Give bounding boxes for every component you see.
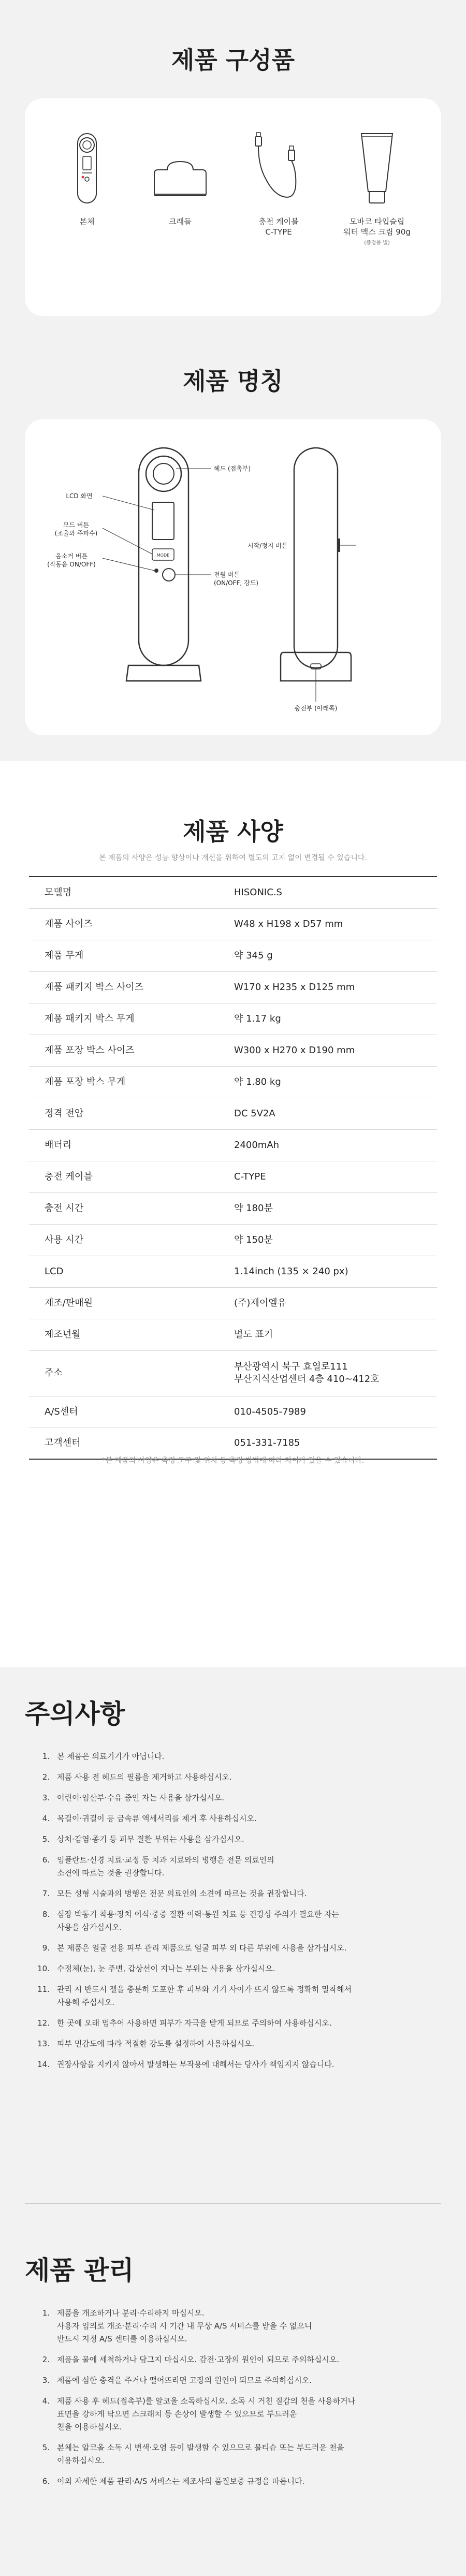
spec-row [29,908,437,940]
device-body-icon [66,129,108,207]
spec-row [29,1192,437,1224]
list-number: 13. [37,2039,50,2048]
cautions-section [0,1667,466,2229]
list-text: 한 곳에 오래 멈추어 사용하면 피부가 자극을 받게 되므로 주의하여 사용하십시오. [57,2018,332,2028]
list-text: 수정체(눈), 눈 주변, 갑상선이 지나는 부위는 사용을 삼가십시오. [57,1964,275,1973]
list-item [31,1983,425,2009]
spec-row [29,1224,437,1256]
spec-row [29,1035,437,1066]
component-cradle [134,129,227,227]
spec-value: 약 345 g [215,940,437,971]
list-item [31,1942,425,1955]
component-sub: (증정용 별) [364,240,390,246]
list-text: 이외 자세한 제품 관리·A/S 서비스는 제조사의 품질보증 규정을 따릅니다. [57,2477,305,2486]
spec-row [29,971,437,1003]
list-item [31,2017,425,2030]
callout-power: 전원 버튼 (ON/OFF, 강도) [214,571,258,587]
list-item [31,1792,425,1804]
list-item [31,1908,425,1934]
spec-value: HISONIC.S [215,877,437,908]
spec-value: C-TYPE [215,1161,437,1192]
cautions-title: 주의사항 [25,1699,125,1729]
spec-row [29,1129,437,1161]
spec-key: 제품 포장 박스 무게 [29,1066,215,1098]
list-text: 피부 민감도에 따라 적절한 강도를 설정하여 사용하십시오. [57,2039,255,2048]
spec-row [29,1161,437,1192]
spec-value: 약 1.80 kg [215,1066,437,1098]
care-section [0,2229,466,2576]
spec-key: 제품 패키지 박스 무게 [29,1003,215,1035]
svg-text:MODE: MODE [156,553,170,558]
list-item [31,1750,425,1763]
list-item [31,2395,425,2434]
list-number: 9. [42,1943,50,1953]
list-text: 목걸이·귀걸이 등 금속류 액세서리를 제거 후 사용하십시오. [57,1814,257,1823]
spec-title: 제품 사양 [183,818,283,846]
component-cream [330,129,424,246]
spec-key: 제품 사이즈 [29,908,215,940]
spec-row [29,1098,437,1129]
list-number: 4. [42,1814,50,1823]
list-text: 본체는 알코올 소독 시 변색·오염 등이 발생할 수 있으므로 물티슈 또는 부드러운 천을 이용하십시오. [57,2443,344,2465]
callout-charge: 충전부 (아래쪽) [294,705,338,712]
list-text: 본 제품은 얼굴 전용 피부 관리 제품으로 얼굴 피부 외 다른 부위에 사용을 삼가십시오. [57,1943,347,1953]
list-item [31,2475,425,2488]
list-item [31,1962,425,1975]
spec-value: 1.14inch (135 × 240 px) [215,1256,437,1287]
component-cable [232,129,325,237]
care-list [31,2307,425,2496]
spec-key: 배터리 [29,1129,215,1161]
spec-key: 제조/판매원 [29,1287,215,1319]
spec-note: 본 제품의 사양은 성능 향상이나 개선을 위하여 별도의 고지 없이 변경될 수 있습니다. [99,854,367,862]
components-section [0,0,466,761]
spec-key: 제품 무게 [29,940,215,971]
callout-sound: 음소거 버튼 (작동음 ON/OFF) [47,552,96,568]
list-item [31,2037,425,2050]
spec-value: 약 150분 [215,1224,437,1256]
spec-row [29,1428,437,1459]
spec-value: 별도 표기 [215,1319,437,1350]
list-number: 1. [42,2308,50,2318]
spec-value: 2400mAh [215,1129,437,1161]
list-number: 3. [42,2376,50,2385]
list-number: 6. [42,2477,50,2486]
parts-card [25,419,441,735]
list-text: 제품을 물에 세척하거나 담그지 마십시오. 감전·고장의 원인이 되므로 주의하십시오. [57,2355,340,2364]
list-number: 14. [37,2060,50,2069]
spec-key: 고객센터 [29,1428,215,1459]
list-number: 8. [42,1910,50,1919]
component-label: 본체 [79,217,95,226]
spec-value: 약 1.17 kg [215,1003,437,1035]
list-item [31,2441,425,2467]
cable-icon [250,129,307,207]
callout-mode: 모드 버튼 (조율와 주파수) [54,521,98,537]
section-divider [25,2203,441,2204]
list-text: 상처·감염·종기 등 피부 질환 부위는 사용을 삼가십시오. [57,1835,244,1844]
spec-row [29,1350,437,1396]
spec-footnote: *본 제품의 사양은 측정 도구 및 위치 등 측정 방법에 따라 차이가 있을 수 있습니다. [101,1457,365,1465]
list-text: 제품 사용 전 헤드의 필름을 제거하고 사용하십시오. [57,1772,232,1782]
component-label: 충전 케이블 C-TYPE [258,217,299,237]
list-text: 임플란트·신경 치료·교정 등 치과 치료와의 병행은 전문 의료인의 소견에 따르는 것을 권장합니다. [57,1855,274,1878]
spec-row [29,877,437,908]
list-item [31,1833,425,1846]
spec-row [29,1256,437,1287]
spec-key: 제조년월 [29,1319,215,1350]
list-number: 2. [42,1772,50,1782]
spec-key: 모델명 [29,877,215,908]
list-number: 1. [42,1752,50,1761]
list-text: 제품을 개조하거나 분리·수리하지 마십시오. 사용자 임의로 개조·분리·수리 시 기간 내 무상 A/S 서비스를 받을 수 없으니 반드시 지정 A/S 센터를 이용하십시오. [57,2308,312,2344]
spec-value: DC 5V2A [215,1098,437,1129]
spec-value: 010-4505-7989 [215,1396,437,1428]
spec-key: A/S센터 [29,1396,215,1428]
callout-head: 헤드 (접촉부) [214,465,251,472]
spec-key: 제품 포장 박스 사이즈 [29,1035,215,1066]
list-number: 4. [42,2396,50,2406]
spec-key: 제품 패키지 박스 사이즈 [29,971,215,1003]
care-title: 제품 관리 [25,2255,134,2286]
spec-value: 부산광역시 북구 효열로111 부산지식산업센터 4층 410~412호 [215,1350,437,1396]
spec-value: 051-331-7185 [215,1428,437,1459]
list-text: 제품 사용 후 헤드(접촉부)를 알코올 소독하십시오. 소독 시 거친 질감의 천을 사용하거나 표면을 강하게 닦으면 스크래치 등 손상이 발생할 수 있으므로 부드러운 천을 이용하십시오. [57,2396,356,2432]
cautions-list [31,1750,425,2079]
list-number: 6. [42,1855,50,1865]
list-text: 제품에 심한 충격을 주거나 떨어뜨리면 고장의 원인이 되므로 주의하십시오. [57,2376,312,2385]
list-number: 7. [42,1889,50,1898]
component-label: 모바코 타입슬립 워터 맥스 크림 90g [343,217,411,237]
list-text: 어린이·임산부·수유 중인 자는 사용을 삼가십시오. [57,1793,225,1802]
list-text: 관리 시 반드시 젤을 충분히 도포한 후 피부와 기기 사이가 뜨지 않도록 정확히 밀착해서 사용해 주십시오. [57,1985,352,2007]
list-item [31,2353,425,2366]
list-number: 3. [42,1793,50,1802]
list-number: 12. [37,2018,50,2028]
list-number: 11. [37,1985,50,1994]
spec-value: W300 x H270 x D190 mm [215,1035,437,1066]
spec-key: 충전 케이블 [29,1161,215,1192]
list-number: 5. [42,2443,50,2452]
list-text: 모든 성형 시술과의 병행은 전문 의료인의 소견에 따르는 것을 권장합니다. [57,1889,307,1898]
list-text: 권장사항을 지키지 않아서 발생하는 부작용에 대해서는 당사가 책임지지 않습니다. [57,2060,334,2069]
list-number: 5. [42,1835,50,1844]
components-title: 제품 구성품 [171,46,295,74]
list-text: 본 제품은 의료기기가 아닙니다. [57,1752,165,1761]
spec-key: 정격 전압 [29,1098,215,1129]
component-body [40,129,134,227]
list-item [31,2307,425,2346]
spec-row [29,1003,437,1035]
list-number: 10. [37,1964,50,1973]
spec-table [29,876,437,1460]
spec-key: 사용 시간 [29,1224,215,1256]
spec-row [29,1287,437,1319]
parts-title: 제품 명칭 [183,367,283,395]
list-number: 2. [42,2355,50,2364]
callout-startstop: 시작/정지 버튼 [247,542,288,549]
cream-tube-icon [354,129,400,207]
list-text: 심장 박동기 착용·장치 이식·중증 질환 이력·통원 치료 등 건강상 주의가 필요한 자는 사용을 삼가십시오. [57,1910,339,1932]
list-item [31,1887,425,1900]
spec-row [29,1066,437,1098]
spec-key: 충전 시간 [29,1192,215,1224]
spec-value: W48 x H198 x D57 mm [215,908,437,940]
cradle-icon [147,129,214,207]
components-card [25,98,441,316]
spec-row [29,1396,437,1428]
spec-section [0,761,466,1667]
spec-row [29,1319,437,1350]
spec-value: (주)제이엘유 [215,1287,437,1319]
list-item [31,2374,425,2387]
spec-key: 주소 [29,1350,215,1396]
list-item [31,2058,425,2071]
list-item [31,1771,425,1784]
component-label: 크래들 [169,217,192,226]
spec-value: W170 x H235 x D125 mm [215,971,437,1003]
spec-value: 약 180분 [215,1192,437,1224]
callout-lcd: LCD 화면 [66,492,93,500]
list-item [31,1854,425,1880]
spec-key: LCD [29,1256,215,1287]
spec-row [29,940,437,971]
list-item [31,1812,425,1825]
